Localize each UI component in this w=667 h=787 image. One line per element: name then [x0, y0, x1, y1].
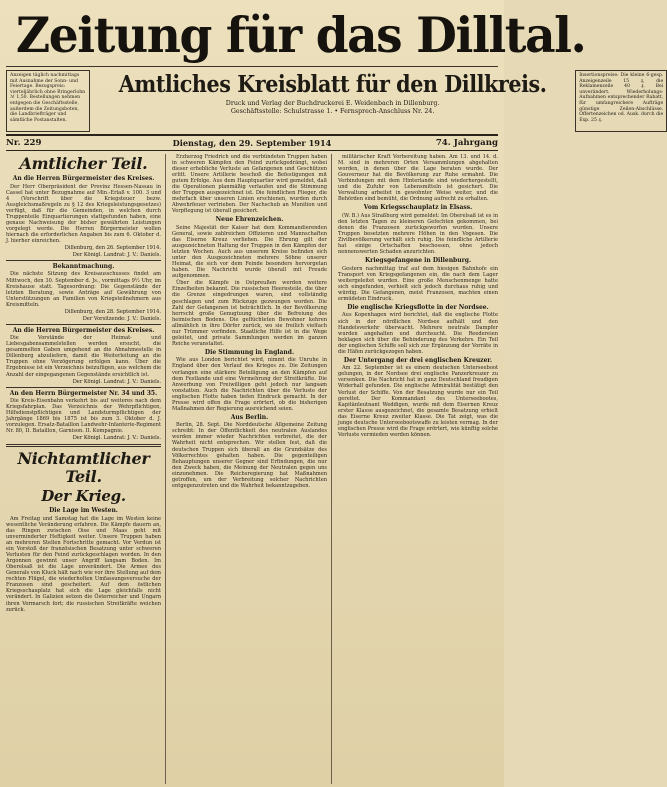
article-heading: Aus Berlin. [230, 413, 269, 421]
masthead-title: Zeitung für das Dilltal. [15, 6, 586, 64]
article-date: Dillenburg, den 26. September 1914. [64, 244, 161, 251]
article-heading: An den Herrn Bürgermeister Nr. 34 und 35. [9, 389, 158, 397]
article-signature: Der Königl. Landrat: J. V.: Daniels. [72, 435, 161, 442]
article-text: Über die Kämpfe in Ostpreußen werden weitere Einzelheiten bekannt. Die russischen Heeresteile, die über die Grenze eingedrungen waren, sind vollständig geschlagen und zum Rückzuge gezwungen worden. Die Zahl der Gefangenen ist beträchtlich. In der Bevölkerung herrscht große Genugtuung über die Befreiung des heimischen Bodens. Die geflüchteten Bewohner kehren allmählich in ihre Dörfer zurück, wo sie freilich vielfach nur Trümmer vorfinden. Staatliche Hilfe ist in die Wege geleitet, und private Sammlungen werden im ganzen Reiche veranstaltet. [172, 280, 327, 347]
publisher-line: Druck und Verlag der Buchdruckerei E. Weidenbach in Dillenburg. [225, 100, 440, 107]
article-text: Der Herr Oberpräsident der Provinz Hessen-Nassau in Cassel hat unter Bezugnahme auf Min.-Erlaß v. 100. 3 und 4 (Vorschrift über die Kriegsteuer bezw. Ausgleichsmaßregeln zu § 12 des Kriegsleistungsgesetzes) verfügt, daß für die Gemeinden, in welchen durch Truppenteile Einquartierungen stattgefunden haben, eine genaue Nachweisung der bisher gewährten Leistungen vorgelegt werde. Die Herren Bürgermeister wollen hiernach die erforderlichen Angaben bis zum 6. Oktober d. J. hierher einreichen. [6, 183, 161, 244]
article-text: Gestern nachmittag traf auf dem hiesigen Bahnhofe ein Transport von Kriegsgefangenen ein, die nach dem Lager weitergeleitet wurden. Eine große Menschenmenge hatte sich eingefunden, verhielt sich jedoch durchaus ruhig und würdig. Die Gefangenen, meist Franzosen, machten einen ermüdeten Eindruck. [338, 265, 498, 302]
article-text: Aus Kopenhagen wird berichtet, daß die englische Flotte sich in der nördlichen Nordsee aufhält und den Handelsverkehr überwacht. Mehrere neutrale Dampfer wurden angehalten und durchsucht. Die Reedereien beklagen sich über die Behinderung des Verkehrs. Ein Teil der englischen Schiffe soll sich zur Ergänzung der Vorräte in die Häfen zurückgezogen haben. [338, 312, 498, 355]
issue-date: Dienstag, den 29. September 1914 [172, 138, 332, 148]
article-text: Die Kreis-Eisenbahn verkehrt bis auf weiteres nach dem Kriegsfahrplan. Das Verzeichnis der Wehrpflichtigen, Hilfsdienstpflichtigen und Landsturmpflichtigen der Jahrgänge 1869 bis 1875 ist bis zum 3. Oktober d. J. vorzulegen. Ersatz-Bataillon Landwehr-Infanterie-Regiment Nr. 80, II. Bataillon, Garnison. II. Kompagnie. [6, 398, 161, 435]
article-heading: Die englische Kriegsflotte in der Nordsee. [347, 303, 489, 311]
issue-number: Nr. 229 [6, 138, 42, 148]
section-divider [6, 444, 161, 447]
article-text: Am 22. September ist es einem deutschen Unterseeboot gelungen, in der Nordsee drei englische Panzerkreuzer zu versenken. Die Nachricht hat in ganz Deutschland freudigen Widerhall gefunden. Die englische Admiralität bestätigt den Verlust der Schiffe. Von der Besatzung wurde nur ein Teil gerettet. Der Kommandant des Unterseebootes, Kapitänleutnant Weddigen, wurde mit dem Eisernen Kreuz erster Klasse ausgezeichnet, die gesamte Besatzung erhielt das Eiserne Kreuz zweiter Klasse. Die Tat zeigt, was die junge deutsche Unterseebootswaffe zu leisten vermag. In der englischen Presse wird die Frage erörtert, wie künftig solche Verluste vermieden werden können. [338, 365, 498, 438]
article-text: Erzherzog Friedrich und die verbündeten Truppen haben in schweren Kämpfen den Feind zurückgedrängt, wobei dieser erhebliche Verluste an Gefangenen und Geschützen erlitt. Unsere Artillerie beschoß die Befestigungen mit gutem Erfolge. Aus dem Hauptquartier wird gemeldet, daß die Operationen planmäßig verlaufen und die Stimmung der Truppen ausgezeichnet ist. Die feindlichen Flieger, die mehrfach über unseren Linien erschienen, wurden durch Abwehrfeuer vertrieben. Der Nachschub an Munition und Verpflegung ist überall gesichert. [172, 154, 327, 215]
official-gazette-title: Amtliches Kreisblatt für den Dillkreis. [118, 71, 547, 98]
article-heading: Die Stimmung in England. [204, 348, 295, 356]
article-text: Seine Majestät der Kaiser hat dem Kommandierenden General, sowie zahlreichen Offizieren und Mannschaften das Eiserne Kreuz verliehen. Die Ehrung gilt der ausgezeichneten Haltung der Truppen in den Kämpfen der letzten Wochen. Auch aus unserem Kreise befinden sich unter den Ausgezeichneten mehrere Söhne unserer Heimat, die sich vor dem Feinde besonders hervorgetan haben. Die Nachricht wurde überall mit Freude aufgenommen. [172, 224, 327, 280]
article-text: Am Freitag und Samstag hat die Lage im Westen keine wesentliche Veränderung erfahren. Die Kämpfe dauern an, das Ringen zwischen Oise und Maas geht mit unverminderter Heftigkeit weiter. Unsere Truppen haben an mehreren Stellen Fortschritte gemacht. Vor Verdun ist ein Vorstoß der französischen Besatzung unter schweren Verlusten für den Feind zurückgeschlagen worden. In den Argonnen gewinnt unser Angriff langsam Boden. Im Oberelsaß ist die Lage unverändert. Die Armee des Generals von Kluck hält nach wie vor ihre Stellung auf dem rechten Flügel, die wiederholten Umfassungsversuche der Franzosen sind gescheitert. Auf dem östlichen Kriegsschauplatz hat sich die Lage gleichfalls nicht verändert. In Galizien setzen die Österreicher und Ungarn ihren Vormarsch fort; die russischen Streitkräfte weichen zurück. [6, 515, 161, 613]
article-date: Dillenburg, den 28. September 1914. [64, 308, 161, 315]
divider [6, 324, 161, 325]
article-heading: An die Herren Bürgermeister des Kreises. [12, 175, 155, 182]
article-text: Wie aus London berichtet wird, nimmt die Unruhe in England über den Verlauf des Krieges zu. Die Zeitungen verlangen eine stärkere Beteiligung an den Kämpfen auf dem Festlande und eine Vermehrung der Streitkräfte. Die Anwerbung von Freiwilligen geht jedoch nur langsam vonstatten. Auch die Nachrichten über die Verluste der englischen Flotte haben tiefen Eindruck gemacht. In der Presse wird offen die Frage erörtert, ob die bisherigen Maßnahmen der Regierung ausreichend seien. [172, 357, 327, 412]
article-heading: Neue Ehrenzeichen. [215, 216, 284, 224]
article-heading: Bekanntmachung. [52, 262, 115, 270]
column-1 [6, 154, 166, 784]
article-columns [6, 151, 498, 784]
article-text: Die Vorstände der Heimat- und Liebesgabensammelstellen werden ersucht, die gesammelten Gaben umgehend an die Abnahmestelle in Dillenburg abzuliefern, damit die Weiterleitung an die Truppen ohne Verzögerung erfolgen kann. Über die Ergebnisse ist ein Verzeichnis beizufügen, aus welchem die Anzahl der eingegangenen Gegenstände ersichtlich ist. [6, 335, 161, 378]
volume-number: 74. Jahrgang [435, 138, 498, 148]
subscription-info-box: Anzeigen täglich nachmittags mit Ausnahme der Sonn- und Feiertage. Bezugspreis: vierteljährlich ohne Bringerlohn ℳ 1,50. Bestellungen nehmen entgegen die Geschäftsstelle, außerdem die Zeitungsboten, die Landbriefträger und sämtliche Postanstalten. [6, 70, 90, 132]
article-text: militärischer Kraft Vorbereitung haben. Am 13. und 14. d. M. sind in mehreren Orten Versammlungen abgehalten worden, in denen über die Lage beraten wurde. Der Gouverneur hat die Bevölkerung zur Ruhe ermahnt. Die Verbindungen mit dem Hinterlande sind wiederhergestellt, und die Zufuhr von Lebensmitteln ist gesichert. Die Verwaltung arbeitet in gewohnter Weise weiter, und die Behörden sind bemüht, die Ordnung aufrecht zu erhalten. [338, 154, 498, 203]
subhead-center [95, 70, 570, 134]
insertion-prices-box: Insertionspreise: Die kleine 6-gesp. Anzeigenzeile 15 ₰, die Reklamenzeile 40 ₰. Bei unverändert. Wiederholungs-Aufnahmen entsprechender Rabatt, für umfangreichere Aufträge günstige Zeilen-Abschlüsse. Offertenzeichen od. Ausk. durch die Exp. 25 ₰. [575, 70, 667, 132]
article-text: Berlin, 28. Sept. Die Norddeutsche Allgemeine Zeitung schreibt: In der Öffentlichkeit des neutralen Auslandes werden immer wieder Nachrichten verbreitet, die der Wahrheit nicht entsprechen. Wir stellen fest, daß die deutschen Truppen sich überall an die Grundsätze des Völkerrechtes gehalten haben. Die gegenteiligen Behauptungen unserer Gegner sind Erfindungen, die nur den Zweck haben, die Meinung der Neutralen gegen uns einzunehmen. Die Reichsregierung hat Maßnahmen getroffen, um der Verbreitung solcher Nachrichten entgegenzutreten und die Wahrheit bekanntzugeben. [172, 422, 327, 489]
article-heading: Kriegsgefangene in Dillenburg. [364, 257, 472, 265]
section-title-official: Amtlicher Teil. [19, 154, 148, 173]
article-heading: Vom Kriegsschauplatz in Elsass. [363, 204, 473, 212]
article-signature: Der Königl. Landrat: J. V.: Daniels. [72, 378, 161, 385]
article-signature: Der Vorsitzende: J. V.: Daniels. [82, 315, 161, 322]
divider [6, 260, 161, 261]
article-heading: Die Lage im Westen. [49, 507, 118, 515]
column-2 [172, 154, 332, 784]
article-text: (W. B.) Aus Straßburg wird gemeldet: Im Oberelsaß ist es in den letzten Tagen zu kleineren Gefechten gekommen, bei denen die Franzosen zurückgeworfen wurden. Unsere Truppen besetzten mehrere Höhen in den Vogesen. Die Zivilbevölkerung verhält sich ruhig. Die feindliche Artillerie hat einige Ortschaften beschossen, ohne jedoch nennenswerten Schaden anzurichten. [338, 212, 498, 256]
column-3 [338, 154, 498, 784]
section-title-war: Der Krieg. [41, 487, 126, 506]
article-text: Die nächste Sitzung des Kreisausschusses findet am Mittwoch, den 30. September d. Js., vormittags 9½ Uhr, im Kreishause statt. Tagesordnung: Die Gegenstände der letzten Beratung, sowie Anträge auf Gewährung von Unterstützungen an Familien von Kriegsteilnehmern aus Kreismitteln. [6, 271, 161, 308]
article-signature: Der Königl. Landrat: J. V.: Daniels. [72, 251, 161, 258]
dateline [6, 134, 498, 151]
office-address-line: Geschäftsstelle: Schulstrasse 1. • Fernsprech-Anschluss Nr. 24. [230, 108, 435, 115]
divider [6, 387, 161, 388]
article-heading: An die Herren Bürgermeister des Kreises. [12, 326, 155, 334]
subhead [6, 66, 664, 134]
section-title-unofficial: Nichtamtlicher Teil. [17, 449, 150, 487]
article-heading: Der Untergang der drei englischen Kreuzer. [343, 356, 493, 364]
